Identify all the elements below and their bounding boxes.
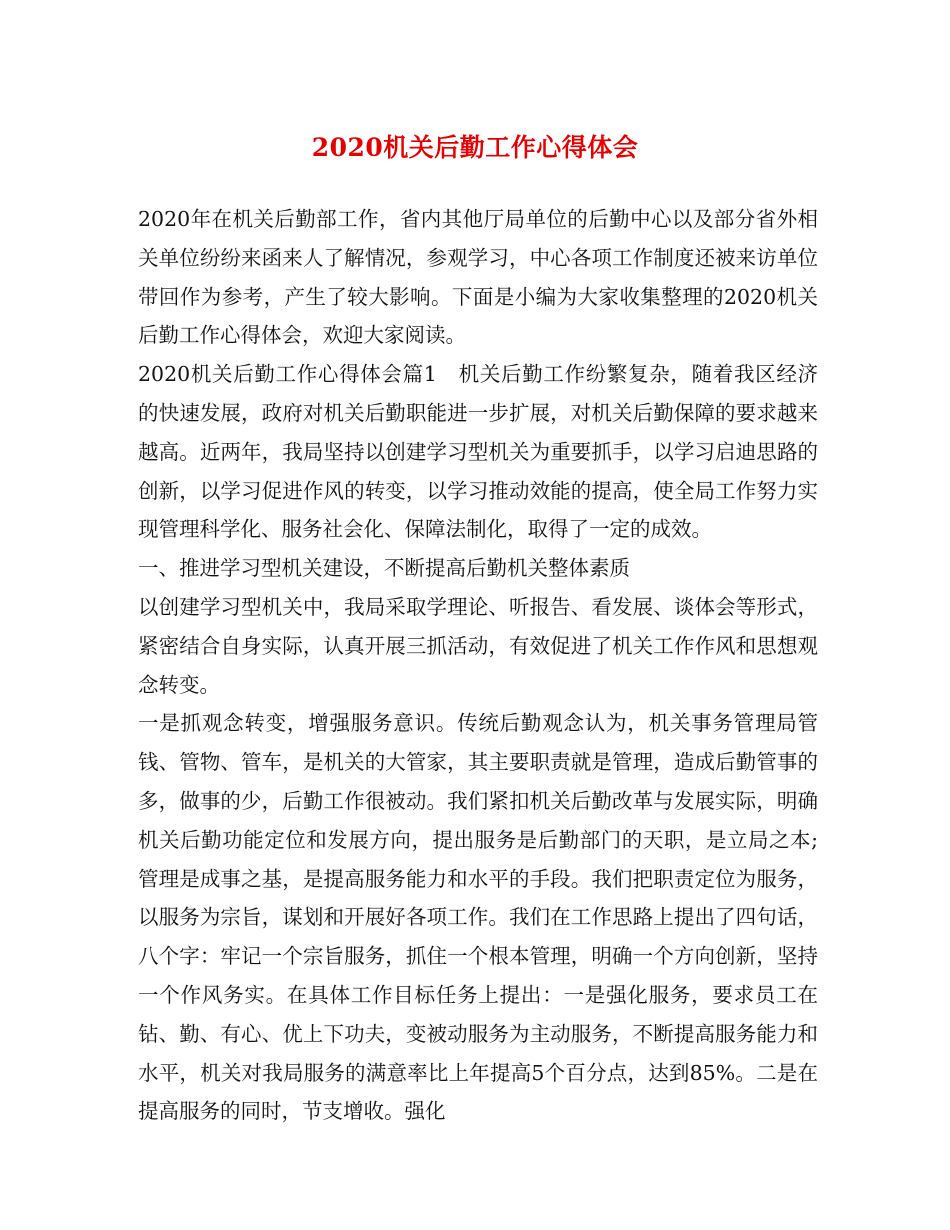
section-heading: 一、推进学习型机关建设，不断提高后勤机关整体素质 — [138, 556, 630, 581]
paragraph-concept-change: 一是抓观念转变，增强服务意识。传统后勤观念认为，机关事务管理局管钱、管物、管车，是机关的大管家，其主要职责就是管理，造成后勤管事的多，做事的少，后勤工作很被动。我们紧扣机关后勤改革与发展实际，明确机关后勤功能定位和发展方向，提出服务是后勤部门的天职，是立局之本;管理是成事之基，是提高服务能力和水平的手段。我们把职责定位为服务，以服务为宗旨，谋划和开展好各项工作。我们在工作思路上提出了四句话，八个字：牢记一个宗旨服务，抓住一个根本管理，明确一个方向创新，坚持一个作风务实。在具体工作目标任务上提出：一是强化服务，要求员工在钻、勤、有心、优上下功夫，变被动服务为主动服务，不断提高服务能力和水平，机关对我局服务的满意率比上年提高5个百分点，达到85%。二是在提高服务的同时，节支增收。强化 — [138, 711, 818, 1124]
document-body — [138, 200, 818, 1131]
paragraph-learning-org: 以创建学习型机关中，我局采取学理论、听报告、看发展、谈体会等形式，紧密结合自身实际，认真开展三抓活动，有效促进了机关工作作风和思想观念转变。 — [138, 594, 818, 697]
paragraph-chapter-one: 2020机关后勤工作心得体会篇1 机关后勤工作纷繁复杂，随着我区经济的快速发展，政府对机关后勤职能进一步扩展，对机关后勤保障的要求越来越高。近两年，我局坚持以创建学习型机关为重要抓手，以学习启迪思路的创新，以学习促进作风的转变，以学习推动效能的提高，使全局工作努力实现管理科学化、服务社会化、保障法制化，取得了一定的成效。 — [138, 362, 818, 542]
paragraph-intro: 2020年在机关后勤部工作，省内其他厅局单位的后勤中心以及部分省外相关单位纷纷来函来人了解情况，参观学习，中心各项工作制度还被来访单位带回作为参考，产生了较大影响。下面是小编为大家收集整理的2020机关后勤工作心得体会，欢迎大家阅读。 — [138, 207, 818, 348]
document-title: 2020机关后勤工作心得体会 — [311, 133, 639, 162]
